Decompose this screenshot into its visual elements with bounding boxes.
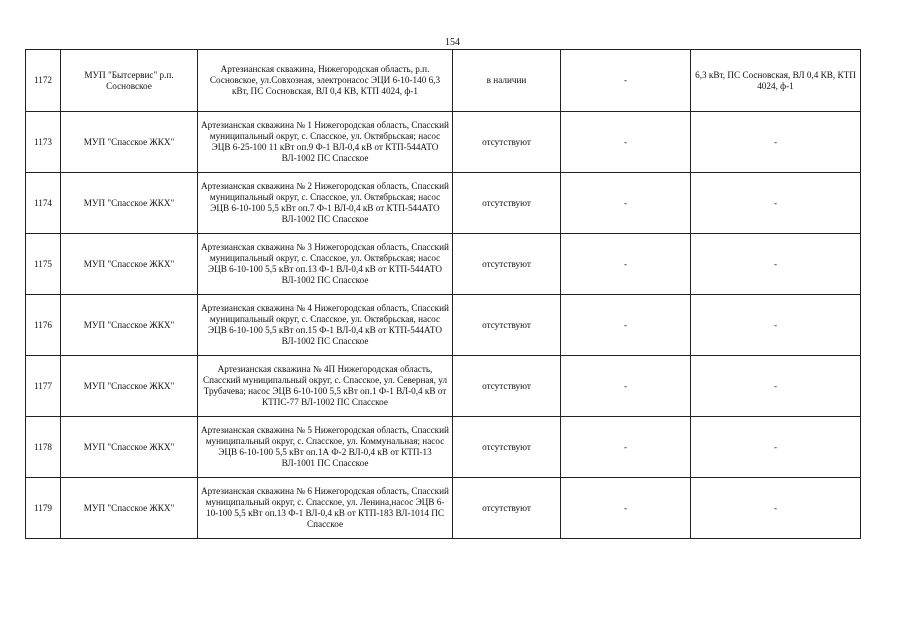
row-number: 1173 [26, 112, 61, 173]
column-6-cell: - [691, 112, 861, 173]
column-6-cell: - [691, 417, 861, 478]
table-row [26, 112, 861, 173]
column-5-cell: - [561, 173, 691, 234]
column-6-cell: - [691, 478, 861, 539]
organization-cell: МУП "Спасское ЖКХ" [61, 234, 198, 295]
column-6-cell: - [691, 173, 861, 234]
row-number: 1177 [26, 356, 61, 417]
column-5-cell: - [561, 417, 691, 478]
table-row [26, 417, 861, 478]
column-5-cell: - [561, 50, 691, 112]
column-5-cell: - [561, 112, 691, 173]
column-6-cell: 6,3 кВт, ПС Сосновская, ВЛ 0,4 КВ, КТП 4024, ф-1 [691, 50, 861, 112]
table-row [26, 234, 861, 295]
row-number: 1175 [26, 234, 61, 295]
column-6-cell: - [691, 356, 861, 417]
status-cell: в наличии [453, 50, 561, 112]
table-row [26, 478, 861, 539]
status-cell: отсутствуют [453, 478, 561, 539]
organization-cell: МУП "Спасское ЖКХ" [61, 173, 198, 234]
status-cell: отсутствуют [453, 295, 561, 356]
organization-cell: МУП "Бытсервис" р.п. Сосновское [61, 50, 198, 112]
organization-cell: МУП "Спасское ЖКХ" [61, 478, 198, 539]
status-cell: отсутствуют [453, 173, 561, 234]
column-5-cell: - [561, 356, 691, 417]
object-description-cell: Артезианская скважина № 3 Нижегородская область, Спасский муниципальный округ, с. Спасское, ул. Октябрьская; насос ЭЦВ 6-10-100 5,5 кВт оп.13 Ф-1 ВЛ-0,4 кВ от КТП-544АТО ВЛ-1002 ПС Спасское [198, 234, 453, 295]
column-5-cell: - [561, 234, 691, 295]
organization-cell: МУП "Спасское ЖКХ" [61, 295, 198, 356]
object-description-cell: Артезианская скважина № 4П Нижегородская область, Спасский муниципальный округ, с. Спасское, ул. Северная, ул Трубачева; насос ЭЦВ 6-10-100 5,5 кВт оп.1 Ф-1 ВЛ-0,4 кВ от КТПС-77 ВЛ-1002 ПС Спасское [198, 356, 453, 417]
row-number: 1178 [26, 417, 61, 478]
row-number: 1172 [26, 50, 61, 112]
status-cell: отсутствуют [453, 417, 561, 478]
status-cell: отсутствуют [453, 234, 561, 295]
column-5-cell: - [561, 478, 691, 539]
object-description-cell: Артезианская скважина № 4 Нижегородская область, Спасский муниципальный округ, с. Спасское, ул. Октябрьская, насос ЭЦВ 6-10-100 5,5 кВт оп.15 Ф-1 ВЛ-0,4 кВ от КТП-544АТО ВЛ-1002 ПС Спасское [198, 295, 453, 356]
row-number: 1176 [26, 295, 61, 356]
table-row [26, 295, 861, 356]
object-description-cell: Артезианская скважина № 5 Нижегородская область, Спасский муниципальный округ, с. Спасское, ул. Коммунальная; насос ЭЦВ 6-10-100 5,5 кВт оп.1А Ф-2 ВЛ-0,4 кВ от КТП-13 ВЛ-1001 ПС Спасское [198, 417, 453, 478]
status-cell: отсутствуют [453, 356, 561, 417]
page-number: 154 [445, 37, 460, 48]
object-description-cell: Артезианская скважина, Нижегородская область, р.п. Сосновское, ул.Совхозная, электронасос ЭЦИ 6-10-140 6,3 кВт, ПС Сосновская, ВЛ 0,4 КВ, КТП 4024, ф-1 [198, 50, 453, 112]
column-6-cell: - [691, 295, 861, 356]
object-description-cell: Артезианская скважина № 1 Нижегородская область, Спасский муниципальный округ, с. Спасское, ул. Октябрьская; насос ЭЦВ 6-25-100 11 кВт оп.9 Ф-1 ВЛ-0,4 кВ от КТП-544АТО ВЛ-1002 ПС Спасское [198, 112, 453, 173]
table-row [26, 50, 861, 112]
object-description-cell: Артезианская скважина № 6 Нижегородская область, Спасский муниципальный округ, с. Спасское, ул. Ленина,насос ЭЦВ 6-10-100 5,5 кВт оп.13 Ф-1 ВЛ-0,4 кВ от КТП-183 ВЛ-1014 ПС Спасское [198, 478, 453, 539]
object-description-cell: Артезианская скважина № 2 Нижегородская область, Спасский муниципальный округ, с. Спасское, ул. Октябрьская; насос ЭЦВ 6-10-100 5,5 кВт оп.7 Ф-1 ВЛ-0,4 кВ от КТП-544АТО ВЛ-1002 ПС Спасское [198, 173, 453, 234]
registry-table [25, 49, 861, 539]
organization-cell: МУП "Спасское ЖКХ" [61, 112, 198, 173]
organization-cell: МУП "Спасское ЖКХ" [61, 356, 198, 417]
table-row [26, 356, 861, 417]
row-number: 1179 [26, 478, 61, 539]
status-cell: отсутствуют [453, 112, 561, 173]
table-row [26, 173, 861, 234]
row-number: 1174 [26, 173, 61, 234]
column-5-cell: - [561, 295, 691, 356]
organization-cell: МУП "Спасское ЖКХ" [61, 417, 198, 478]
column-6-cell: - [691, 234, 861, 295]
